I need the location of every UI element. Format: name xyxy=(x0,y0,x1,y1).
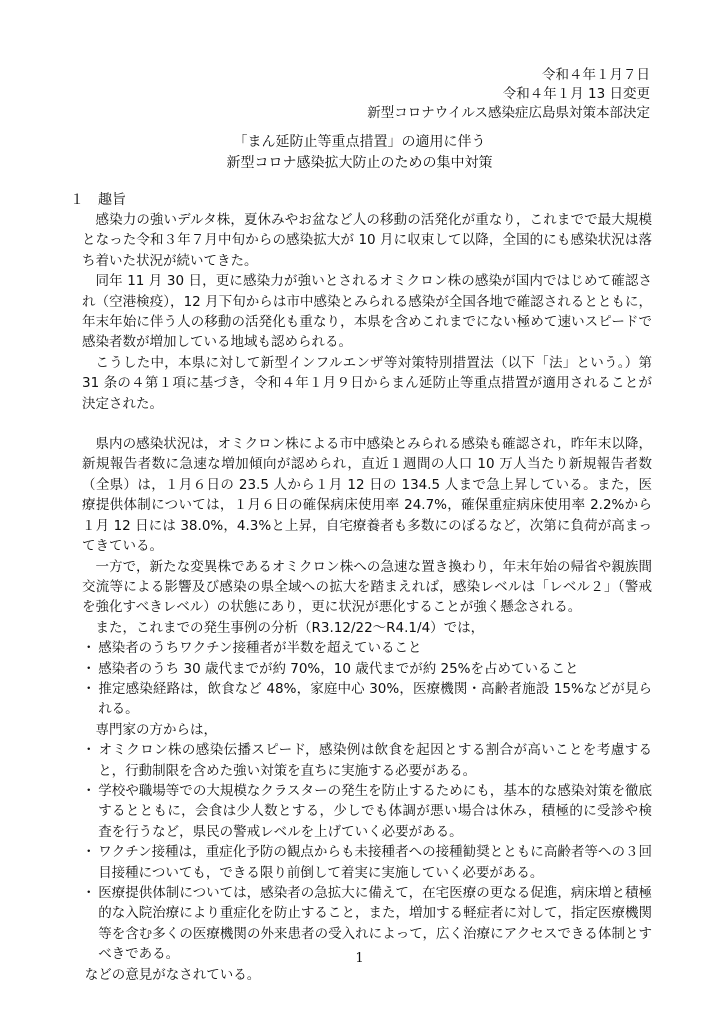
list-item-text: 医療提供体制については，感染者の急拡大に備えて，在宅医療の更なる促進，病床増と積極的な入院治療により重症化を防止すること，また，増加する軽症者に対して，指定医療機関等を含む多くの医療機関の外来患者の受入れによって，広く治療にアクセスできる体制とすべきである。 xyxy=(98,885,652,963)
list-item xyxy=(82,659,652,679)
section-body xyxy=(82,210,652,985)
paragraph: 専門家の方からは， xyxy=(95,721,217,738)
page-number: 1 xyxy=(355,951,364,966)
document-header xyxy=(367,66,650,123)
list-item-text: ワクチン接種は，重症化予防の観点からも未接種者への接種勧奨とともに高齢者等への３回目接種についても，できる限り前倒して着実に実施していく必要がある。 xyxy=(98,844,652,881)
list-item-text: オミクロン株の感染伝播スピード，感染例は飲食を起因とする割合が高いことを考慮すると，行動制限を含めた強い対策を直ちに実施する必要がある。 xyxy=(98,742,652,779)
bullet-mark: ・ xyxy=(82,844,96,861)
list-item-text: 感染者のうちワクチン接種者が半数を超えていること xyxy=(98,640,422,657)
list-item xyxy=(82,781,652,842)
revision-date: 令和４年１月 13 日変更 xyxy=(502,86,650,102)
bullet-mark: ・ xyxy=(82,742,96,759)
paragraph: こうした中，本県に対して新型インフルエンザ等対策特別措置法（以下「法」という。）第 31 条の４第１項に基づき，令和４年１月９日からまん延防止等重点措置が適用されることが決定された。 xyxy=(82,354,652,412)
bullet-mark: ・ xyxy=(82,782,96,799)
section-heading: １ 趣旨 xyxy=(70,192,126,208)
paragraph: 一方で，新たな変異株であるオミクロン株への急速な置き換わり，年末年始の帰省や親族間交流等による影響及び感染の県全域への拡大を踏まえれば，感染レベルは「レベル２」（警戒を強化すべきレベル）の状態にあり，更に状況が悪化することが強く懸念される。 xyxy=(82,558,652,616)
list-item xyxy=(82,740,652,781)
expert-opinion-list xyxy=(82,740,652,964)
closing-line: などの意見がなされている。 xyxy=(84,966,261,983)
list-item xyxy=(82,638,652,658)
title-line-2: 新型コロナ感染拡大防止のための集中対策 xyxy=(226,155,493,171)
bullet-mark: ・ xyxy=(82,680,96,697)
document-title xyxy=(0,132,719,174)
paragraph: 同年 11 月 30 日，更に感染力が強いとされるオミクロン株の感染が国内ではじめて確認され（空港検疫），12 月下旬からは市中感染とみられる感染が全国各地で確認されるとともに，年末年始に伴う人の移動の活発化も重なり，本県を含めこれまでにない極めて速いスピードで感染者数が増加している地域も認められる。 xyxy=(82,273,652,351)
list-item xyxy=(82,842,652,883)
analysis-list xyxy=(82,638,652,720)
list-item xyxy=(82,679,652,720)
bullet-mark: ・ xyxy=(82,640,96,657)
title-line-1: 「まん延防止等重点措置」の適用に伴う xyxy=(233,134,486,150)
paragraph: 感染力の強いデルタ株，夏休みやお盆など人の移動の活発化が重なり，これまでで最大規模となった令和３年７月中旬からの感染拡大が 10 月に収束して以降，全国的にも感染状況は落ち着いた状況が続いてきた。 xyxy=(82,212,652,269)
paragraph-spacer xyxy=(82,414,652,434)
paragraph: また，これまでの発生事例の分析（R3.12/22～R4.1/4）では， xyxy=(95,619,485,636)
paragraph: 県内の感染状況は，オミクロン株による市中感染とみられる感染も確認され，昨年末以降，新規報告者数に急速な増加傾向が認められ，直近１週間の人口 10 万人当たり新規報告者数（全県）は，１月６日の 23.5 人から１月 12 日の 134.5 人まで急上昇している。また，医療提供体制については，１月６日の確保病床使用率 24.7%，確保重症病床使用率 2.2%から１月 12 日には 38.0%，4.3%と上昇，自宅療養者も多数にのぼるなど，次第に負荷が高まってきている。 xyxy=(82,436,652,555)
bullet-mark: ・ xyxy=(82,660,96,677)
list-item-text: 学校や職場等での大規模なクラスターの発生を防止するためにも，基本的な感染対策を徹底するとともに，会食は少人数とする，少しでも体調が悪い場合は休み，積極的に受診や検査を行うなど，県民の警戒レベルを上げていく必要がある。 xyxy=(98,782,652,840)
bullet-mark: ・ xyxy=(82,885,96,901)
list-item-text: 推定感染経路は，飲食など 48%，家庭中心 30%，医療機関・高齢者施設 15%などが見られる。 xyxy=(98,680,652,718)
list-item-text: 感染者のうち 30 歳代までが約 70%，10 歳代までが約 25%を占めていること xyxy=(98,660,579,677)
issue-date: 令和４年１月７日 xyxy=(542,67,650,83)
issuing-body: 新型コロナウイルス感染症広島県対策本部決定 xyxy=(367,105,650,121)
